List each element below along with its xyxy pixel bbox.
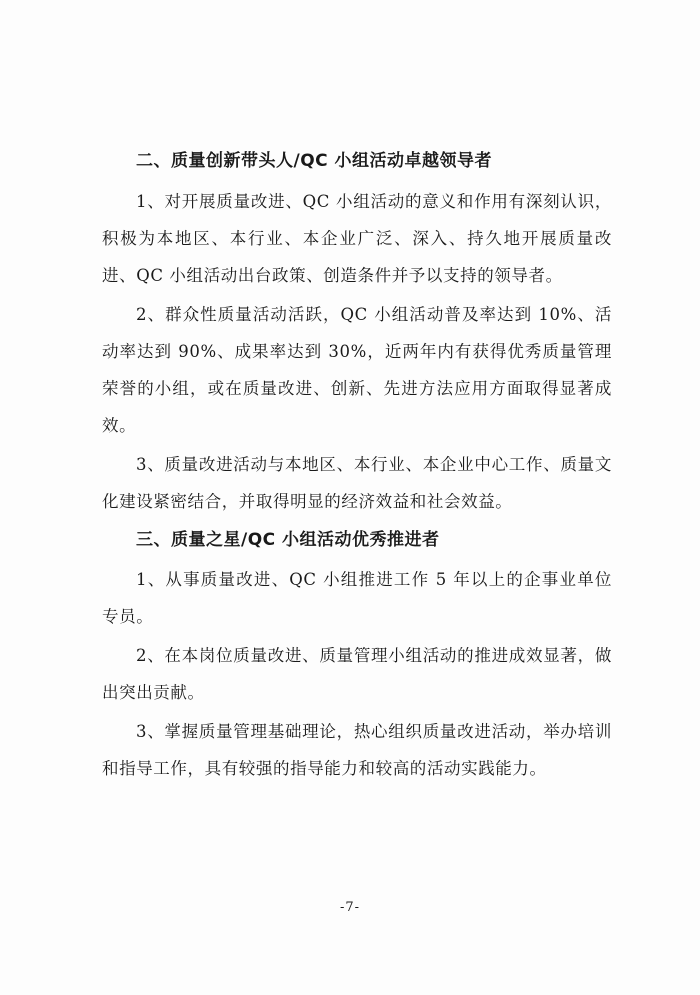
section-heading-promoter: 三、质量之星/QC 小组活动优秀推进者 [136,530,440,550]
promoter-criterion-3: 3、掌握质量管理基础理论，热心组织质量改进活动，举办培训和指导工作，具有较强的指导能力和较高的活动实践能力。 [102,722,612,778]
leader-criterion-1: 1、对开展质量改进、QC 小组活动的意义和作用有深刻认识，积极为本地区、本行业、本企业广泛、深入、持久地开展质量改进、QC 小组活动出台政策、创造条件并予以支持的领导者。 [102,192,612,285]
leader-criterion-3: 3、质量改进活动与本地区、本行业、本企业中心工作、质量文化建设紧密结合，并取得明显的经济效益和社会效益。 [102,455,612,511]
leader-criterion-2: 2、群众性质量活动活跃，QC 小组活动普及率达到 10%、活动率达到 90%、成果率达到 30%，近两年内有获得优秀质量管理荣誉的小组，或在质量改进、创新、先进方法应用方面取得显著成效。 [102,305,612,435]
promoter-criterion-1: 1、从事质量改进、QC 小组推进工作 5 年以上的企事业单位专员。 [102,570,612,626]
section-heading-leader: 二、质量创新带头人/QC 小组活动卓越领导者 [136,151,493,171]
document-body [102,145,612,787]
promoter-criterion-2: 2、在本岗位质量改进、质量管理小组活动的推进成效显著，做出突出贡献。 [102,646,612,702]
page-number: -7- [339,900,361,915]
